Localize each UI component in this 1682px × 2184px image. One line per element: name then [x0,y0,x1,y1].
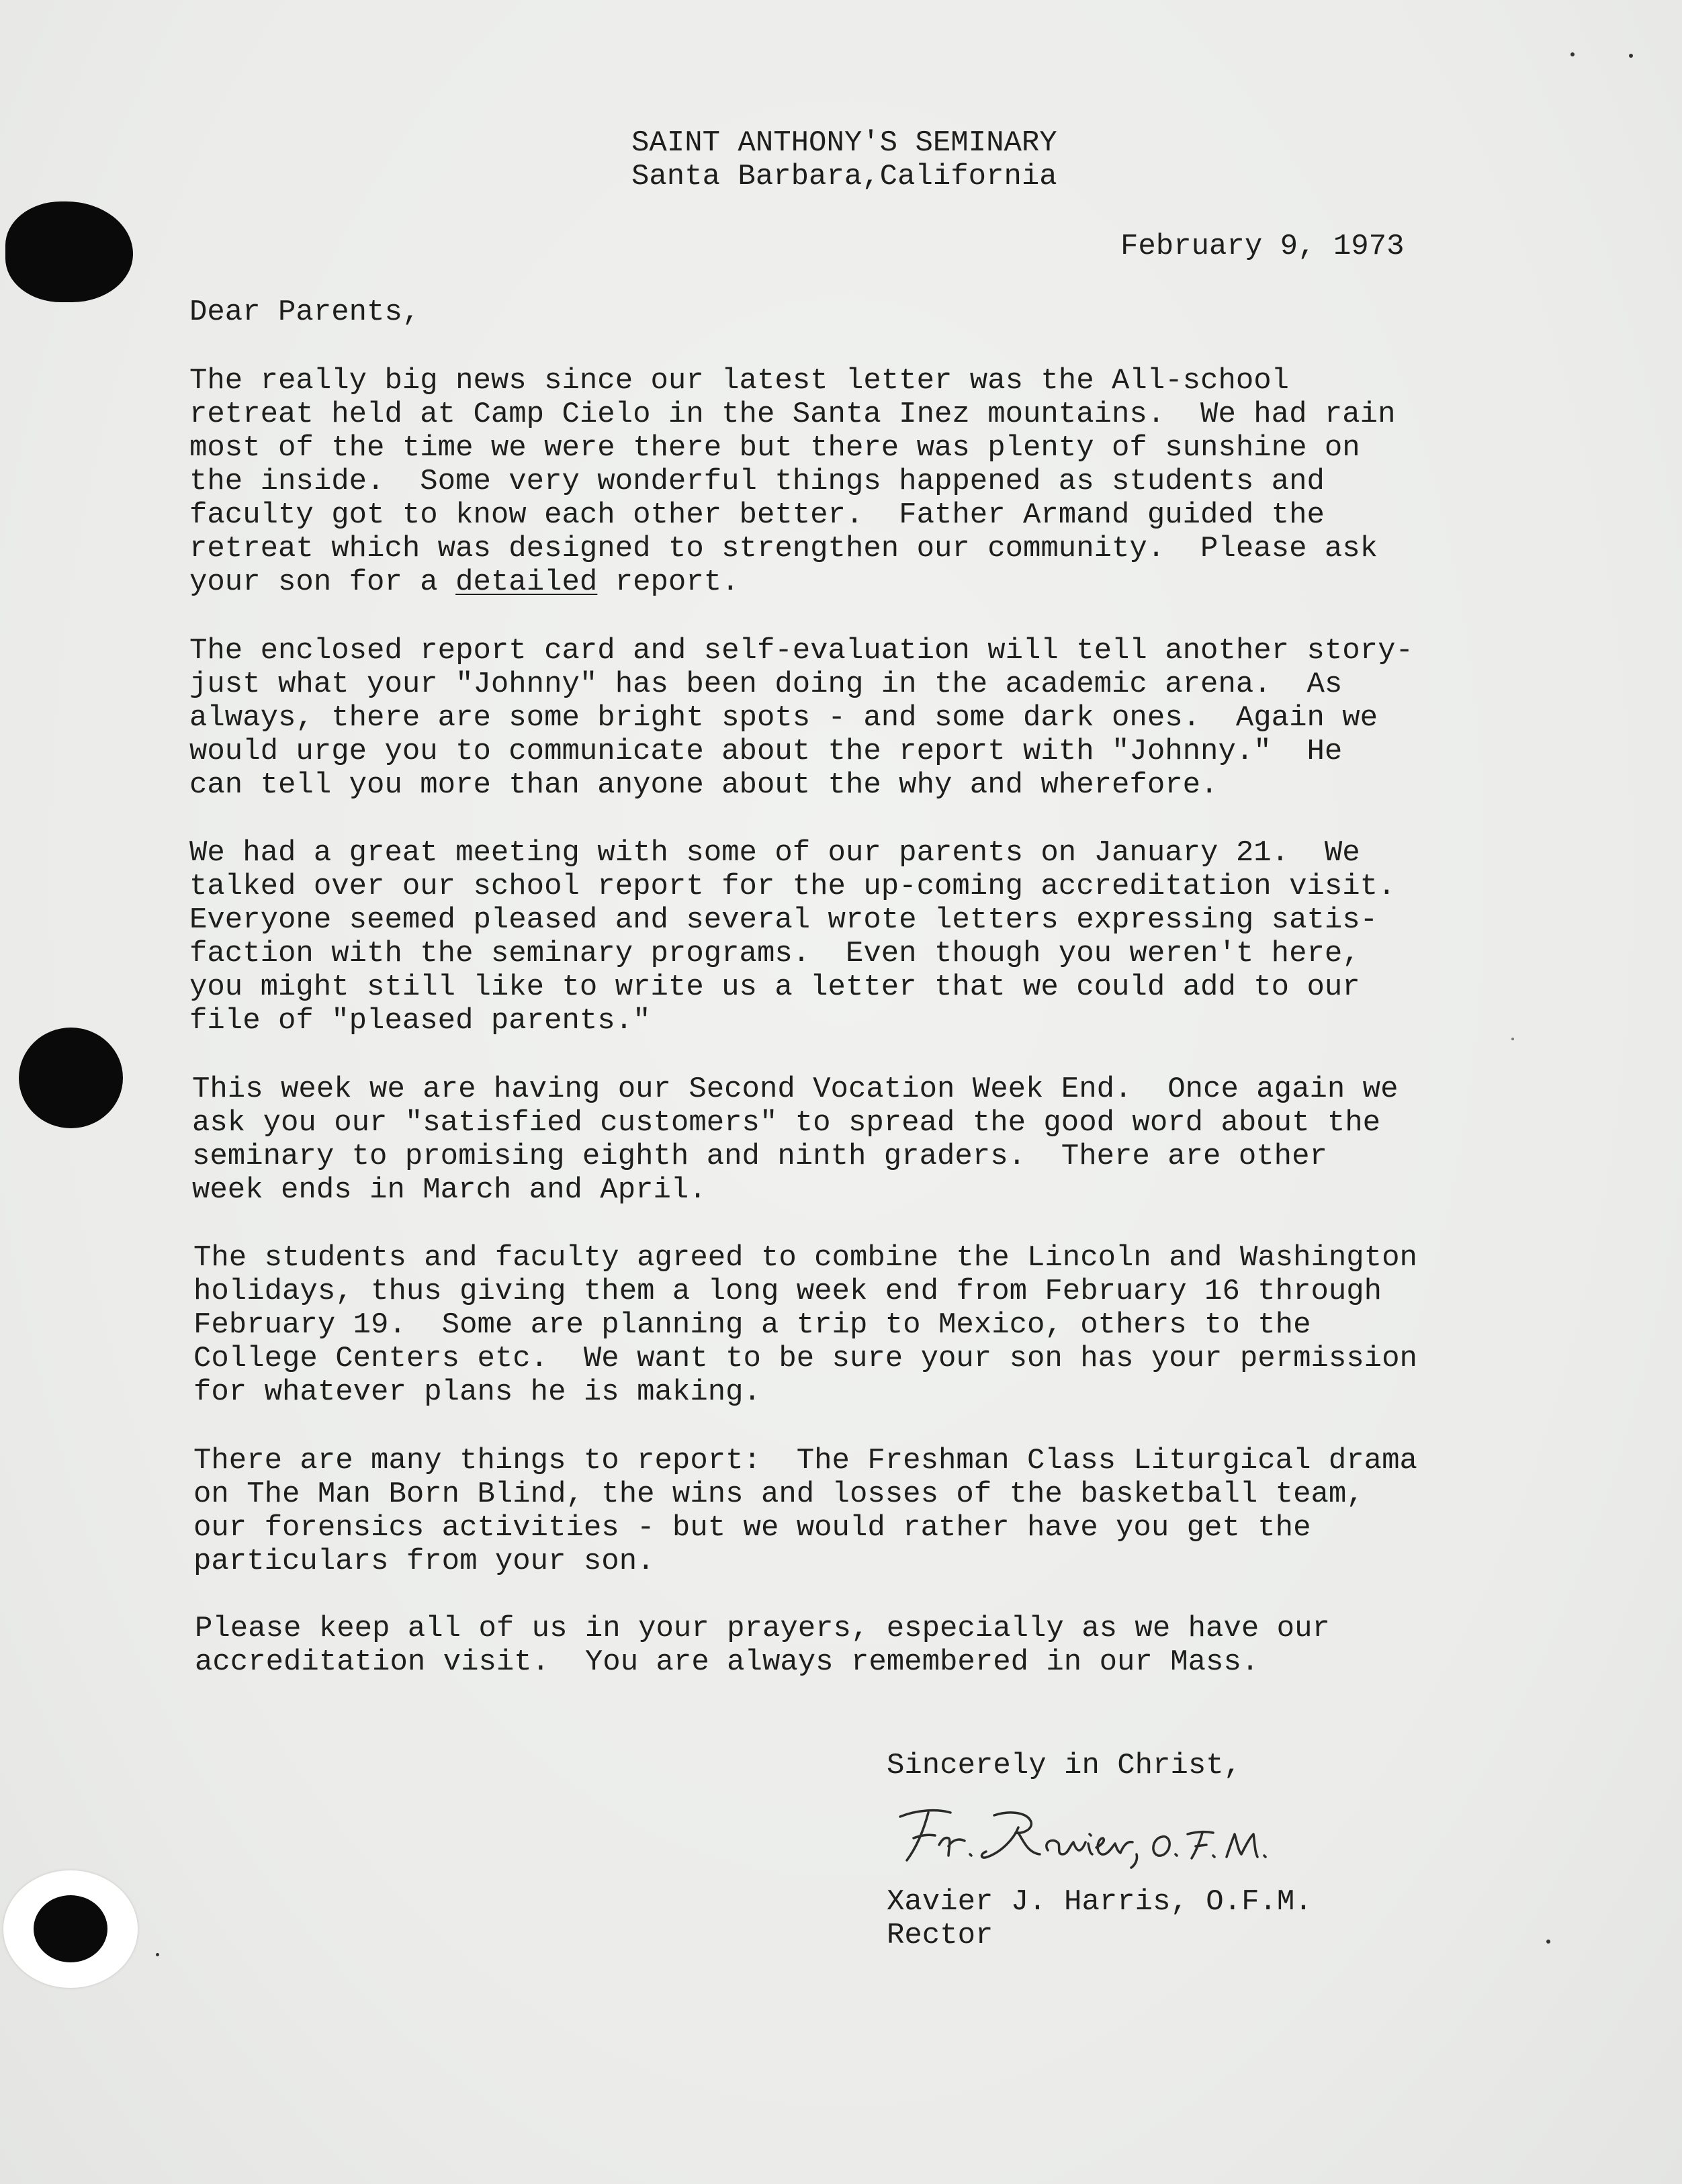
paragraph-line: This week we are having our Second Vocation Week End. Once again we [192,1073,1399,1106]
paragraph-line: Please keep all of us in your prayers, especially as we have our [195,1612,1330,1645]
paragraph-line: always, there are some bright spots - and some dark ones. Again we [189,701,1378,735]
paragraph-line: the inside. Some very wonderful things happened as students and [189,465,1325,498]
paragraph-line: retreat which was designed to strengthen our community. Please ask [189,532,1378,565]
paragraph-line: for whatever plans he is making. [193,1375,761,1409]
paragraph-line: our forensics activities - but we would rather have you get the [193,1511,1311,1545]
signer-name: Xavier J. Harris, O.F.M. [887,1885,1313,1919]
paper-speck [156,1953,159,1956]
punch-hole-middle [19,1028,123,1128]
paragraph-line: you might still like to write us a letter that we could add to our [189,970,1360,1004]
paragraph-line: February 19. Some are planning a trip to Mexico, others to the [193,1308,1311,1342]
paragraph-line: accreditation visit. You are always remembered in our Mass. [195,1645,1259,1679]
paragraph-line: file of "pleased parents." [189,1004,651,1038]
paper-speck [1546,1940,1550,1944]
paragraph-line: on The Man Born Blind, the wins and losses of the basketball team, [193,1477,1364,1511]
line-text: your son for a [189,565,456,599]
paragraph-line: can tell you more than anyone about the why and wherefore. [189,768,1219,802]
paragraph-line: The students and faculty agreed to combine the Lincoln and Washington [193,1241,1417,1275]
paragraph-line: would urge you to communicate about the report with "Johnny." He [189,735,1343,768]
underlined-word-detailed: detailed [455,565,598,599]
paragraph-line: There are many things to report: The Freshman Class Liturgical drama [193,1444,1417,1477]
paragraph-line: Everyone seemed pleased and several wrote letters expressing satis- [189,903,1378,937]
closing: Sincerely in Christ, [887,1749,1242,1782]
paragraph-line: just what your "Johnny" has been doing in the academic arena. As [189,668,1343,701]
paragraph-line: The really big news since our latest letter was the All-school [189,364,1290,398]
paragraph-line: most of the time we were there but there was plenty of sunshine on [189,431,1360,465]
paragraph-line: particulars from your son. [193,1545,655,1578]
paragraph-line: ask you our "satisfied customers" to spread the good word about the [192,1106,1381,1140]
handwritten-signature [887,1790,1343,1870]
paragraph-line: faculty got to know each other better. Father Armand guided the [189,498,1325,532]
paragraph-line: holidays, thus giving them a long week end from February 16 through [193,1275,1382,1308]
paper-speck [1511,1038,1514,1040]
letterhead-name: SAINT ANTHONY'S SEMINARY [631,126,1057,160]
salutation: Dear Parents, [189,295,420,329]
letterhead-location: Santa Barbara,California [631,160,1057,193]
paragraph-line: faction with the seminary programs. Even though you weren't here, [189,937,1360,970]
paragraph-line: talked over our school report for the up-coming accreditation visit. [189,870,1396,903]
letter-date: February 9, 1973 [1120,230,1405,263]
punch-hole-top [5,201,133,302]
line-text: report. [597,565,740,599]
punch-hole-bottom [34,1895,107,1962]
paragraph-line: retreat held at Camp Cielo in the Santa Inez mountains. We had rain [189,398,1396,431]
paper-speck [1629,54,1633,58]
paragraph-line: week ends in March and April. [192,1173,707,1207]
paragraph-line: We had a great meeting with some of our parents on January 21. We [189,836,1360,870]
paragraph-line [189,565,740,600]
paragraph-line: College Centers etc. We want to be sure your son has your permission [193,1342,1417,1375]
paragraph-line: The enclosed report card and self-evaluation will tell another story- [189,634,1413,668]
signer-title: Rector [887,1919,993,1952]
paper-speck [1570,52,1575,56]
paragraph-line: seminary to promising eighth and ninth graders. There are other [192,1140,1327,1173]
